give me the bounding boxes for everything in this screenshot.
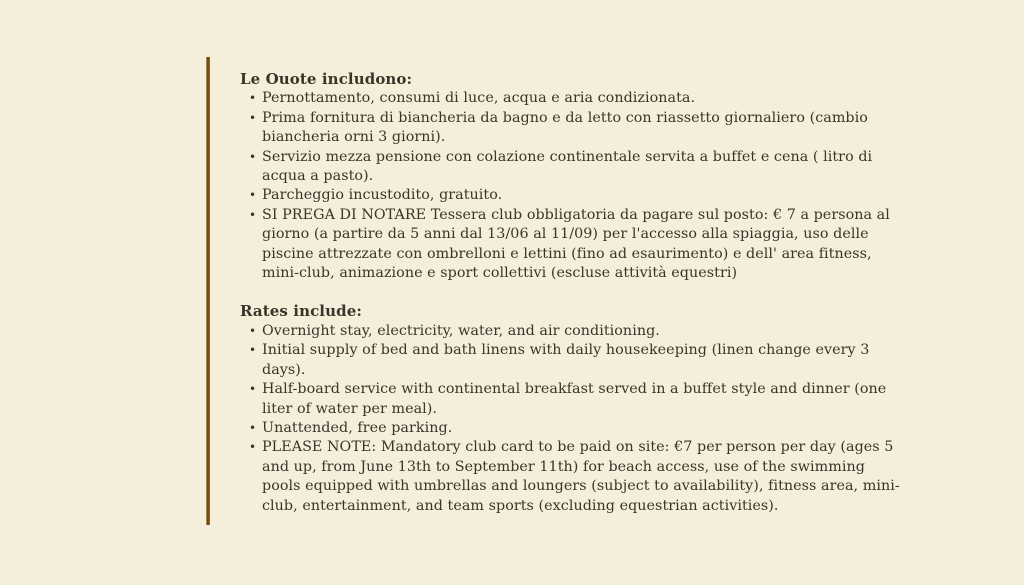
bullet-icon: • (249, 149, 257, 164)
bullet-icon: • (249, 382, 257, 397)
section-heading-italian: Le Ouote includono: (240, 70, 413, 88)
section-english-rates (240, 302, 900, 515)
bullet-icon: • (249, 188, 257, 203)
list-item-text: Parcheggio incustodito, gratuito. (262, 187, 503, 204)
list-item-text: Initial supply of bed and bath linens with daily housekeeping (linen change every 3 days). (262, 342, 870, 378)
bullet-icon: • (249, 323, 257, 338)
list-item-text: Overnight stay, electricity, water, and air conditioning. (262, 322, 660, 339)
list-item (240, 322, 900, 341)
bullet-icon: • (249, 343, 257, 358)
bullet-list-italian (240, 89, 900, 283)
bullet-icon: • (249, 91, 257, 106)
section-heading-english: Rates include: (240, 302, 362, 321)
bullet-icon: • (249, 440, 257, 455)
bullet-icon: • (249, 110, 257, 125)
list-item (240, 148, 900, 187)
list-item-text: Servizio mezza pensione con colazione continentale servita a buffet e cena ( litro di acqua a pasto). (262, 148, 873, 185)
bullet-icon: • (249, 420, 257, 435)
list-item-text: Half-board service with continental breakfast served in a buffet style and dinner (one liter of water per meal). (262, 381, 887, 417)
list-item (240, 206, 900, 284)
list-item (240, 438, 900, 516)
bullet-icon: • (249, 207, 257, 222)
list-item-text: Unattended, free parking. (262, 419, 453, 436)
list-item-text: PLEASE NOTE: Mandatory club card to be paid on site: €7 per person per day (ages 5 and up, from June 13th to September 11th) for beach access, use of the swimming pools equipped with umbrellas and loungers (subject to availability), fitness area, mini-club, entertainment, and team sports (excluding equestrian activities). (262, 439, 900, 514)
document-content (240, 70, 900, 516)
bullet-list-english (240, 322, 900, 516)
list-item (240, 109, 900, 148)
list-item (240, 186, 900, 205)
vertical-accent-line (206, 57, 210, 525)
list-item (240, 89, 900, 108)
list-item-text: SI PREGA DI NOTARE Tessera club obbligatoria da pagare sul posto: € 7 a persona al giorno (a partire da 5 anni dal 13/06 al 11/09) per l'accesso alla spiaggia, uso delle piscine attrezzate con ombrelloni e lettini (fino ad esaurimento) e dell' area fitness, mini-club, animazione e sport collettivi (escluse attività equestri) (262, 206, 890, 282)
list-item (240, 341, 900, 380)
list-item-text: Prima fornitura di biancheria da bagno e da letto con riassetto giornaliero (cambio biancheria orni 3 giorni). (262, 109, 868, 146)
list-item (240, 380, 900, 419)
list-item (240, 419, 900, 438)
list-item-text: Pernottamento, consumi di luce, acqua e aria condizionata. (262, 90, 696, 107)
section-italian-rates (240, 70, 900, 283)
